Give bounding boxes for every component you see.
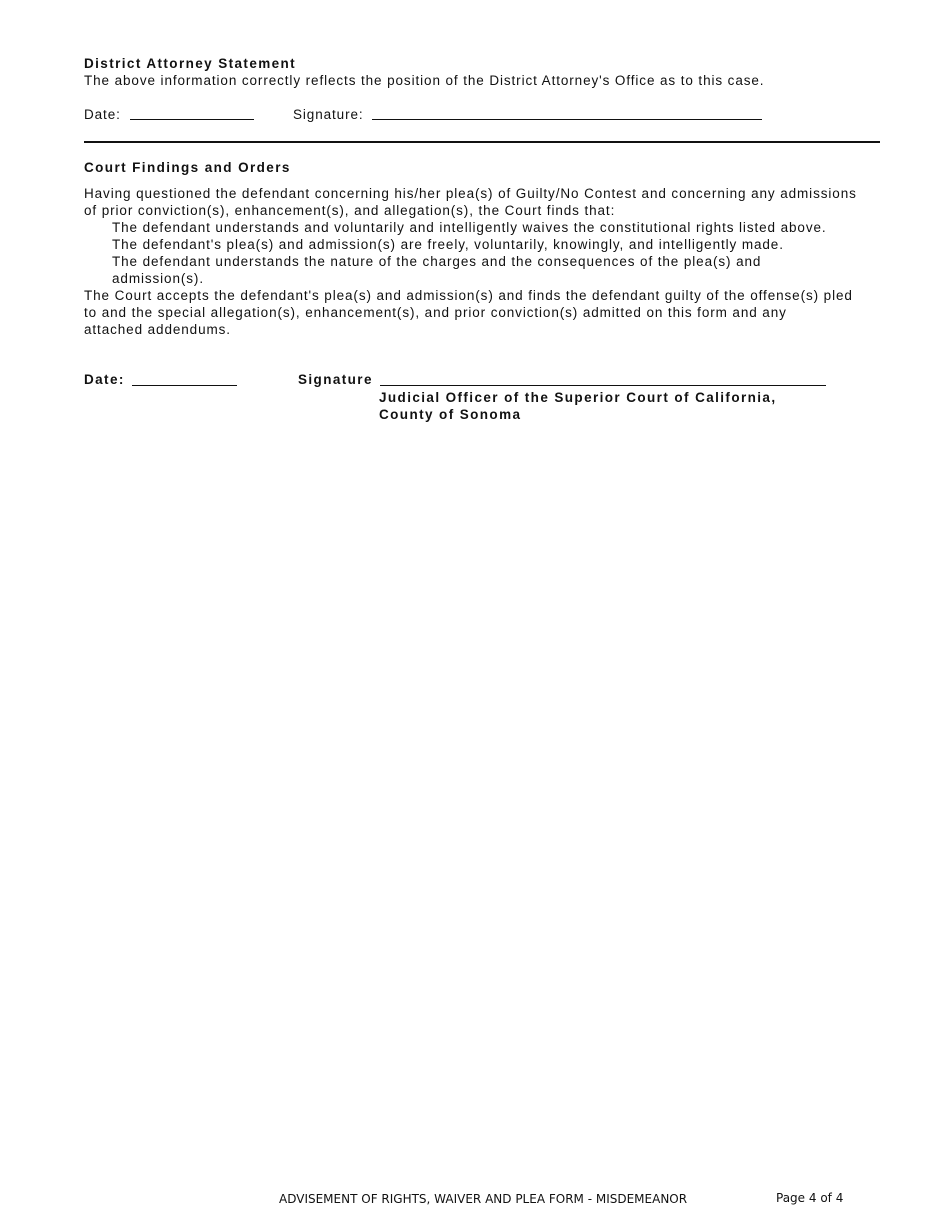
- findings-intro-line2: of prior conviction(s), enhancement(s), and allegation(s), the Court finds that:: [84, 203, 616, 218]
- findings-intro-line1: Having questioned the defendant concerning his/her plea(s) of Guilty/No Contest and concerning any admissions: [84, 186, 857, 201]
- da-statement-heading: District Attorney Statement: [84, 56, 297, 71]
- judge-signature-field[interactable]: [380, 385, 826, 386]
- footer-form-title: ADVISEMENT OF RIGHTS, WAIVER AND PLEA FORM - MISDEMEANOR: [279, 1192, 688, 1206]
- da-date-label: Date:: [84, 107, 121, 122]
- findings-conclusion-line2: to and the special allegation(s), enhancement(s), and prior conviction(s) admitted on this form and any: [84, 305, 787, 320]
- judge-signature-label: Signature: [298, 372, 373, 387]
- footer-page-number: Page 4 of 4: [776, 1191, 844, 1205]
- judicial-officer-title-line2: County of Sonoma: [379, 407, 522, 422]
- judicial-officer-title-line1: Judicial Officer of the Superior Court of California,: [379, 390, 777, 405]
- findings-conclusion-line1: The Court accepts the defendant's plea(s) and admission(s) and finds the defendant guilty of the offense(s) pled: [84, 288, 853, 303]
- finding-item-1: The defendant understands and voluntarily and intelligently waives the constitutional rights listed above.: [112, 220, 827, 235]
- section-divider: [84, 141, 880, 143]
- judge-date-label: Date:: [84, 372, 125, 387]
- findings-conclusion-line3: attached addendums.: [84, 322, 231, 337]
- judge-date-field[interactable]: [132, 385, 237, 386]
- da-signature-field[interactable]: [372, 119, 762, 120]
- court-findings-heading: Court Findings and Orders: [84, 160, 291, 175]
- finding-item-3-line1: The defendant understands the nature of the charges and the consequences of the plea(s) and: [112, 254, 762, 269]
- da-date-field[interactable]: [130, 119, 254, 120]
- da-statement-text: The above information correctly reflects the position of the District Attorney's Office as to this case.: [84, 73, 765, 88]
- finding-item-2: The defendant's plea(s) and admission(s) are freely, voluntarily, knowingly, and intelligently made.: [112, 237, 784, 252]
- finding-item-3-line2: admission(s).: [112, 271, 204, 286]
- da-signature-label: Signature:: [293, 107, 364, 122]
